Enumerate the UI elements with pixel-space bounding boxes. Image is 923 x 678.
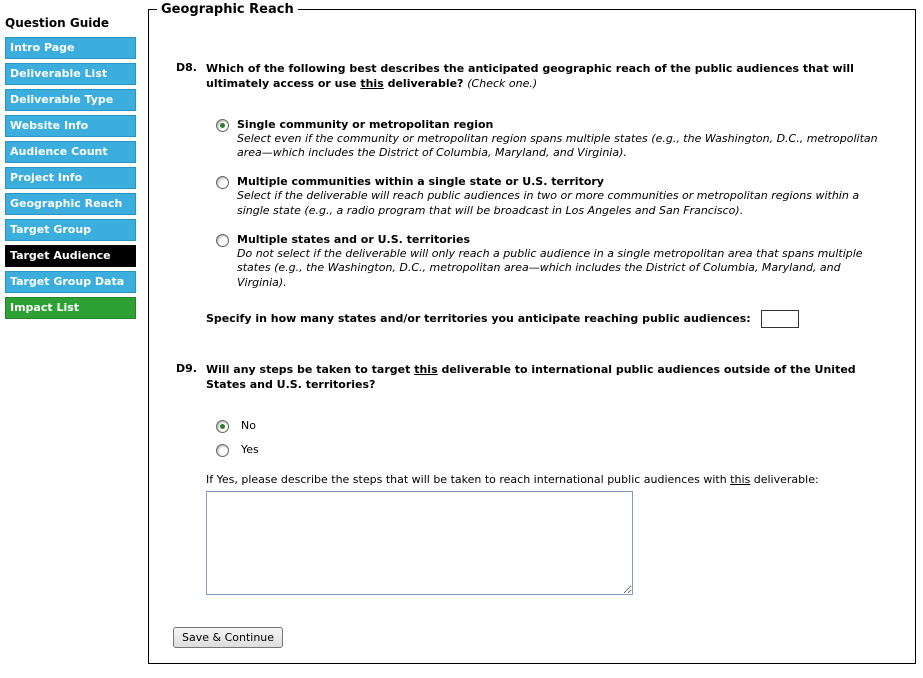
d9-option-no [216,419,899,433]
d8-option-3-label[interactable]: Multiple states and or U.S. territories [237,232,471,246]
save-continue-button[interactable]: Save & Continue [173,627,283,648]
sidebar-item-deliverable-type[interactable]: Deliverable Type [5,89,136,111]
international-steps-textarea[interactable] [206,491,633,595]
question-d8-this: this [360,77,384,91]
d8-option-2-desc: Select if the deliverable will reach public audiences in two or more communities or metropolitan regions within a single state (e.g., a radio program that will be broadcast in Los Angeles and San Francisco). [237,189,860,217]
question-d8-number: D8. [176,61,197,74]
d8-option-3-desc: Do not select if the deliverable will only reach a public audience in a single metropolitan area that spans multiple states (e.g., the Washington, D.C., metropolitan area—which includes the District of Columbia, Maryland, and Virginia). [237,246,863,289]
international-followup-label [206,473,846,486]
question-d9-text [206,362,888,393]
sidebar-item-geographic-reach[interactable]: Geographic Reach [5,193,136,215]
followup-post: deliverable: [750,472,819,486]
d8-option-2-text [237,175,892,218]
radio-international-yes[interactable] [216,444,229,457]
question-d9-number: D9. [176,361,197,375]
radio-multiple-communities[interactable] [216,176,229,189]
d9-option-yes-label[interactable]: Yes [241,443,259,457]
sidebar-item-target-group[interactable]: Target Group [5,219,136,241]
d9-option-yes [216,443,899,457]
specify-states-row [206,310,899,328]
d8-option-1-text [237,118,892,161]
radio-single-community[interactable] [216,119,229,132]
panel-legend: Geographic Reach [161,2,294,17]
question-d8 [176,61,899,92]
question-d8-post: deliverable? [383,77,468,91]
d8-option-3 [216,233,899,290]
d8-option-2-label[interactable]: Multiple communities within a single state or U.S. territory [237,175,604,189]
question-d9-pre: Will any steps be taken to target [206,362,415,376]
d8-option-2 [216,175,899,218]
question-d8-pre: Which of the following best describes the anticipated geographic reach of the public audiences that will ultimately access or use [206,62,854,91]
sidebar-item-website-info[interactable]: Website Info [5,115,136,137]
question-d9-this: this [414,362,438,376]
sidebar-title: Question Guide [5,16,110,30]
specify-states-input[interactable] [761,310,799,328]
d8-option-1 [216,118,899,161]
followup-this: this [730,472,751,486]
d8-options [149,118,899,290]
sidebar-item-target-group-data[interactable]: Target Group Data [5,271,136,293]
sidebar-item-deliverable-list[interactable]: Deliverable List [5,63,136,85]
radio-international-no[interactable] [216,420,229,433]
sidebar-item-project-info[interactable]: Project Info [5,167,136,189]
specify-states-label: Specify in how many states and/or territories you anticipate reaching public audiences: [206,311,751,325]
sidebar-item-audience-count[interactable]: Audience Count [5,141,136,163]
question-d8-note: (Check one.) [467,77,538,91]
geographic-reach-panel [148,2,916,664]
d8-option-3-text [237,233,892,290]
followup-pre: If Yes, please describe the steps that will be taken to reach international public audiences with [206,472,731,486]
d9-options [149,419,899,457]
d9-option-no-label[interactable]: No [241,419,256,433]
radio-multiple-states[interactable] [216,234,229,247]
sidebar-item-intro-page[interactable]: Intro Page [5,37,136,59]
question-d9 [176,362,899,393]
question-guide-sidebar [5,16,136,323]
sidebar-item-target-audience[interactable]: Target Audience [5,245,136,267]
d8-option-1-desc: Select even if the community or metropolitan region spans multiple states (e.g., the Washington, D.C., metropolitan area—which includes the District of Columbia, Maryland, and Virginia). [237,131,878,160]
question-d8-text [206,61,888,92]
sidebar-item-impact-list[interactable]: Impact List [5,297,136,319]
d8-option-1-label[interactable]: Single community or metropolitan region [237,117,494,131]
question-d9-post: deliverable to international public audiences outside of the United States and U.S. territories? [206,362,856,392]
